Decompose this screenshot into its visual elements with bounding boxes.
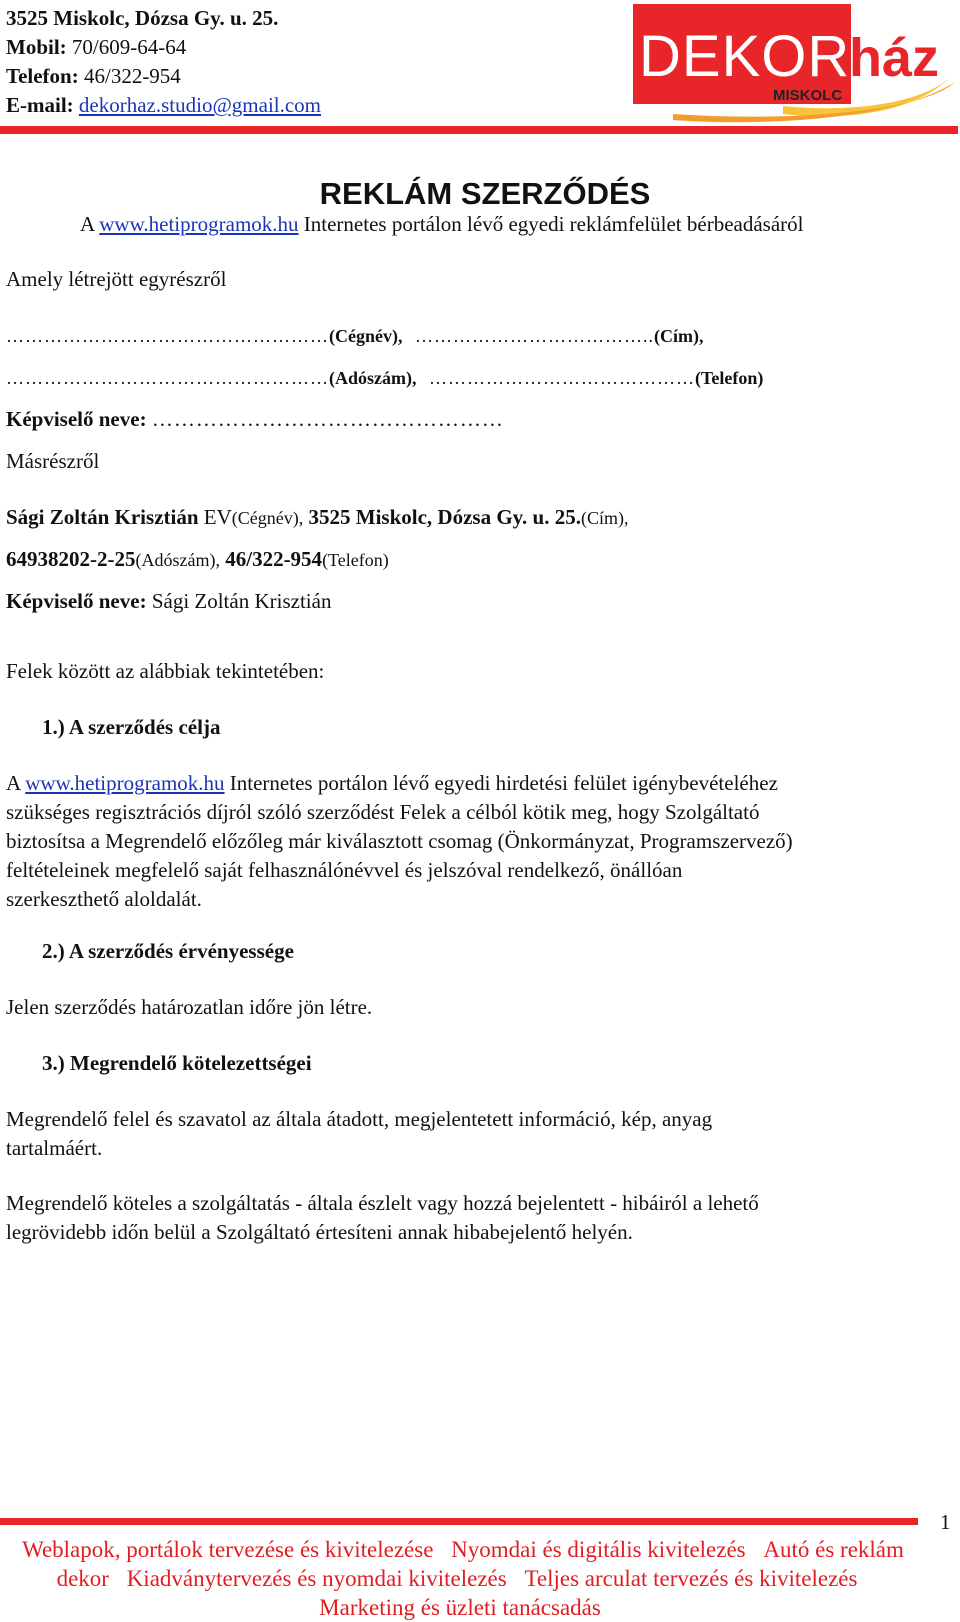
logo-text-city: MISKOLC bbox=[773, 87, 843, 104]
company-address: 3525 Miskolc, Dózsa Gy. u. 25. bbox=[6, 6, 279, 30]
footer-item: Weblapok, portálok tervezése és kivitelezése bbox=[22, 1537, 434, 1562]
footer-divider bbox=[0, 1518, 918, 1525]
footer-item: Kiadványtervezés és nyomdai kivitelezés bbox=[126, 1566, 507, 1591]
section-3-paragraph-2: Megrendelő köteles a szolgáltatás - általa észlelt vagy hozzá bejelentett - hibáiról a lehető legrövidebb időn belül a Szolgáltató értesíteni annak hibabejelentő helyén. bbox=[6, 1191, 759, 1244]
provider-line-1: Sági Zoltán Krisztián EV(Cégnév), 3525 Miskolc, Dózsa Gy. u. 25.(Cím), bbox=[6, 505, 629, 529]
document-subtitle: A www.hetiprogramok.hu Internetes portálon lévő egyedi reklámfelület bérbeadásáról bbox=[80, 212, 804, 236]
section-2-body: Jelen szerződés határozatlan időre jön létre. bbox=[6, 995, 373, 1019]
section-2-title: 2.) A szerződés érvényessége bbox=[42, 939, 294, 963]
section-3-paragraph-1: Megrendelő felel és szavatol az általa átadott, megjelentetett információ, kép, anyag tartalmáért. bbox=[6, 1107, 713, 1160]
page-number: 1 bbox=[940, 1510, 951, 1534]
customer-representative: Képviselő neve: ………………………………………… bbox=[6, 407, 504, 431]
mobile-number: 70/609-64-64 bbox=[71, 35, 187, 59]
footer-item: Teljes arculat tervezés és kivitelezés bbox=[524, 1566, 858, 1591]
provider-line-2: 64938202-2-25(Adószám), 46/322-954(Telefon) bbox=[6, 547, 389, 571]
customer-line-2: ……………………………………………(Adószám), ……………………………………(Telefon) bbox=[6, 368, 764, 388]
footer-item: Nyomdai és digitális kivitelezés bbox=[451, 1537, 746, 1562]
between-parties: Felek között az alábbiak tekintetében: bbox=[6, 659, 325, 683]
section-1-body: A www.hetiprogramok.hu Internetes portálon lévő egyedi hirdetési felület igénybevételéhez szükséges regisztrációs díjról szóló szerződést Felek a célból kötik meg, hogy Szolgáltató biztosítsa a Megrendelő előzőleg már kiválasztott csomag (Önkormányzat, Programszervező) feltételeinek megfelelő saját felhasználónévvel és jelszóval rendelkező, önállóan szerkeszthető aloldalát. bbox=[6, 771, 793, 911]
email-link[interactable]: dekorhaz.studio@gmail.com bbox=[78, 93, 322, 117]
email-line: E-mail: dekorhaz.studio@gmail.com bbox=[6, 93, 322, 117]
dekorhaz-logo bbox=[633, 2, 957, 126]
footer-item: Autó és reklám dekor bbox=[56, 1537, 904, 1591]
section-1-title: 1.) A szerződés célja bbox=[42, 715, 221, 739]
phone-number: 46/322-954 bbox=[83, 64, 181, 88]
footer-services bbox=[10, 1535, 910, 1622]
subtitle-link[interactable]: www.hetiprogramok.hu bbox=[99, 212, 299, 236]
logo-text-dekor: DEKOR bbox=[639, 24, 851, 89]
logo-text-haz: ház bbox=[849, 28, 940, 88]
other-party: Másrészről bbox=[6, 449, 100, 473]
provider-representative: Képviselő neve: Sági Zoltán Krisztián bbox=[6, 589, 332, 613]
section-1-link[interactable]: www.hetiprogramok.hu bbox=[25, 771, 225, 795]
party-intro: Amely létrejött egyrészről bbox=[6, 267, 227, 291]
document-title: REKLÁM SZERZŐDÉS bbox=[319, 176, 651, 211]
contact-block bbox=[6, 4, 321, 120]
customer-line-1: ……………………………………………(Cégnév), ………………………………..(Cím), bbox=[6, 326, 704, 346]
header-divider bbox=[0, 126, 958, 134]
footer-item: Marketing és üzleti tanácsadás bbox=[319, 1595, 601, 1620]
mobile-line: Mobil: 70/609-64-64 bbox=[6, 35, 187, 59]
phone-line: Telefon: 46/322-954 bbox=[6, 64, 181, 88]
section-3-title: 3.) Megrendelő kötelezettségei bbox=[42, 1051, 312, 1075]
